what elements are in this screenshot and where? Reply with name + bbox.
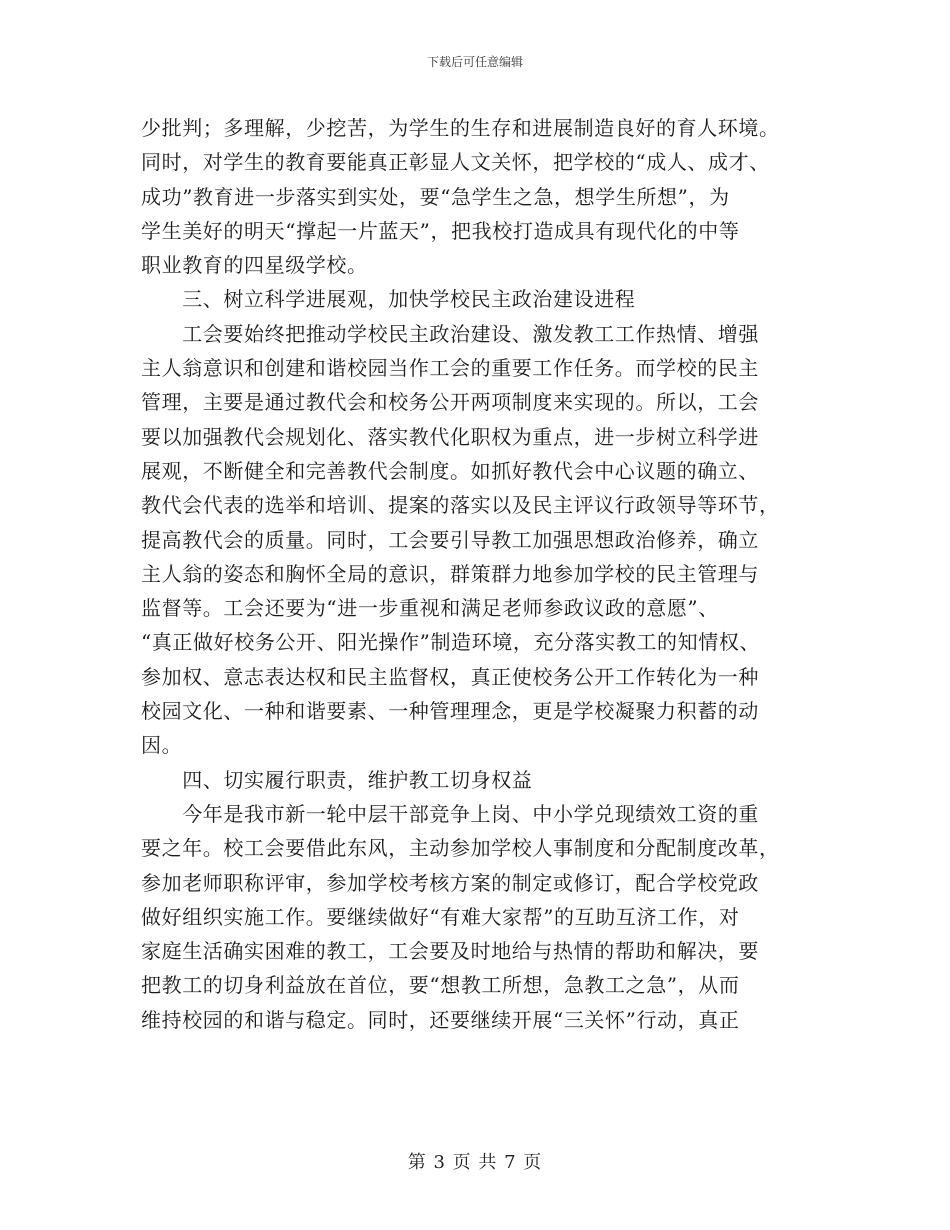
text-line: 校园文化、一种和谐要素、一种管理理念，更是学校凝聚力积蓄的动	[141, 699, 759, 724]
text-line: 参加权、意志表达权和民主监督权，真正使校务公开工作转化为一种	[141, 664, 759, 689]
page-footer: 第 3 页 共 7 页	[407, 1152, 543, 1173]
text-line: 教代会代表的选举和培训、提案的落实以及民主评议行政领导等环节，	[141, 493, 780, 518]
text-line: 要之年。校工会要借此东风，主动参加学校人事制度和分配制度改革，	[141, 836, 780, 861]
page-header: 下载后可任意编辑	[426, 55, 523, 69]
text-line: 主人翁的姿态和胸怀全局的意识，群策群力地参加学校的民主管理与	[141, 561, 759, 586]
text-line: 主人翁意识和创建和谐校园当作工会的重要工作任务。而学校的民主	[141, 356, 759, 381]
text-line: 成功”教育进一步落实到实处，要“急学生之急，想学生所想”，为	[141, 184, 730, 209]
text-line: 家庭生活确实困难的教工，工会要及时地给与热情的帮助和解决，要	[141, 939, 759, 964]
text-line: 参加老师职称评审，参加学校考核方案的制定或修订，配合学校党政	[141, 870, 759, 895]
text-line: 因。	[141, 733, 183, 758]
text-line: “真正做好校务公开、阳光操作”制造环境，充分落实教工的知情权、	[141, 630, 761, 655]
text-line: 少批判；多理解，少挖苦，为学生的生存和进展制造良好的育人环境。	[141, 116, 780, 140]
text-line: 维持校园的和谐与稳定。同时，还要继续开展“三关怀”行动，真正	[141, 1007, 740, 1032]
section-heading: 四、切实履行职责，维护教工切身权益	[141, 767, 533, 792]
section-heading: 三、树立科学进展观，加快学校民主政治建设进程	[141, 287, 636, 312]
text-line: 工会要始终把推动学校民主政治建设、激发教工工作热情、增强	[141, 321, 759, 346]
text-line: 提高教代会的质量。同时，工会要引导教工加强思想政治修养，确立	[141, 527, 759, 552]
text-line: 职业教育的四星级学校。	[141, 253, 368, 278]
text-line: 做好组织实施工作。要继续做好“有难大家帮”的互助互济工作，对	[141, 904, 740, 929]
text-line: 监督等。工会还要为“进一步重视和满足老师参政议政的意愿”、	[141, 596, 719, 621]
text-line: 今年是我市新一轮中层干部竞争上岗、中小学兑现绩效工资的重	[141, 801, 759, 826]
text-line: 要以加强教代会规划化、落实教代化职权为重点，进一步树立科学进	[141, 424, 759, 449]
text-line: 把教工的切身利益放在首位，要“想教工所想，急教工之急”，从而	[141, 973, 740, 998]
text-line: 展观，不断健全和完善教代会制度。如抓好教代会中心议题的确立、	[141, 458, 759, 483]
text-line: 学生美好的明天“撑起一片蓝天”，把我校打造成具有现代化的中等	[141, 218, 740, 243]
body-text	[141, 111, 811, 1037]
text-line: 同时，对学生的教育要能真正彰显人文关怀，把学校的“成人、成才、	[141, 150, 770, 175]
text-line: 管理，主要是通过教代会和校务公开两项制度来实现的。所以，工会	[141, 390, 759, 415]
